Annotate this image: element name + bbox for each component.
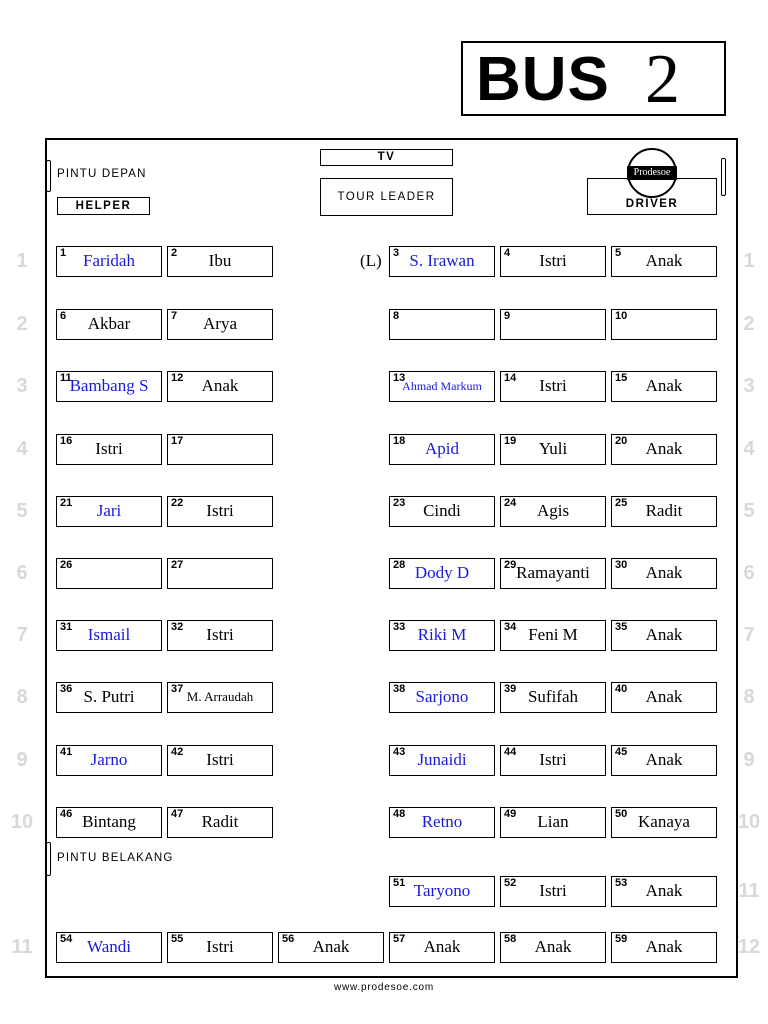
seat-number: 54 bbox=[60, 933, 73, 945]
seat-number: 39 bbox=[504, 683, 517, 695]
seat-51 bbox=[389, 876, 495, 907]
row-number-left: 2 bbox=[16, 313, 28, 335]
logo-text: Prodesoe bbox=[627, 166, 677, 180]
row-number-left: 9 bbox=[16, 749, 28, 771]
seat-number: 23 bbox=[393, 497, 406, 509]
seat-43 bbox=[389, 745, 495, 776]
seat-number: 55 bbox=[171, 933, 184, 945]
seat-number: 26 bbox=[60, 559, 73, 571]
passenger-name: Istri bbox=[206, 501, 234, 520]
seat-47 bbox=[167, 807, 273, 838]
helper-seat: HELPER bbox=[57, 197, 150, 215]
passenger-name: Istri bbox=[206, 937, 234, 956]
passenger-name: Bambang S bbox=[69, 376, 149, 395]
seat-number: 35 bbox=[615, 621, 628, 633]
passenger-name: Istri bbox=[539, 376, 567, 395]
passenger-name: Ramayanti bbox=[516, 563, 590, 582]
bus-title bbox=[461, 41, 726, 116]
seat-45 bbox=[611, 745, 717, 776]
passenger-name: Taryono bbox=[413, 881, 471, 900]
row-number-right: 2 bbox=[743, 313, 755, 335]
tour-leader-box: TOUR LEADER bbox=[320, 178, 453, 216]
seat-13 bbox=[389, 371, 495, 402]
seat-34 bbox=[500, 620, 606, 651]
seat-number: 58 bbox=[504, 933, 517, 945]
passenger-name: Dody D bbox=[414, 563, 470, 582]
seat-number: 21 bbox=[60, 497, 73, 509]
passenger-name: Anak bbox=[645, 881, 683, 900]
passenger-name: Apid bbox=[425, 439, 459, 458]
seat-33 bbox=[389, 620, 495, 651]
seat-26 bbox=[56, 558, 162, 589]
seat-49 bbox=[500, 807, 606, 838]
passenger-name: Agis bbox=[536, 501, 570, 520]
passenger-name: Yuli bbox=[538, 439, 568, 458]
seat-44 bbox=[500, 745, 606, 776]
seat-14 bbox=[500, 371, 606, 402]
seat-29 bbox=[500, 558, 606, 589]
front-door-marker bbox=[46, 160, 51, 192]
passenger-name: Bintang bbox=[82, 812, 136, 831]
row-number-left: 11 bbox=[11, 936, 33, 958]
passenger-name: Anak bbox=[645, 750, 683, 769]
seat-number: 17 bbox=[171, 435, 184, 447]
passenger-name: Anak bbox=[645, 937, 683, 956]
passenger-name: Sarjono bbox=[415, 687, 469, 706]
passenger-name: Radit bbox=[645, 501, 683, 520]
seat-number: 11 bbox=[60, 372, 72, 384]
seat-19 bbox=[500, 434, 606, 465]
seat-1 bbox=[56, 246, 162, 277]
passenger-name: Junaidi bbox=[417, 750, 467, 769]
passenger-name: Anak bbox=[423, 937, 461, 956]
passenger-name: Anak bbox=[645, 625, 683, 644]
seat-18 bbox=[389, 434, 495, 465]
seat-number: 59 bbox=[615, 933, 628, 945]
passenger-name: Ahmad Markum bbox=[402, 379, 482, 393]
seat-number: 42 bbox=[171, 746, 184, 758]
row-number-right: 3 bbox=[743, 375, 755, 397]
back-door-marker bbox=[46, 842, 51, 876]
seat-24 bbox=[500, 496, 606, 527]
seat-31 bbox=[56, 620, 162, 651]
passenger-name: Anak bbox=[534, 937, 572, 956]
seat-28 bbox=[389, 558, 495, 589]
seat-number: 44 bbox=[504, 746, 517, 758]
seat-50 bbox=[611, 807, 717, 838]
passenger-name: Wandi bbox=[87, 937, 131, 956]
row-number-right: 8 bbox=[743, 686, 755, 708]
front-door-label: PINTU DEPAN bbox=[57, 168, 147, 180]
passenger-name: Arya bbox=[203, 314, 237, 333]
seat-40 bbox=[611, 682, 717, 713]
seat-number: 1 bbox=[60, 247, 67, 259]
seat-53 bbox=[611, 876, 717, 907]
seat-number: 57 bbox=[393, 933, 406, 945]
seat-39 bbox=[500, 682, 606, 713]
seat-3 bbox=[389, 246, 495, 277]
seat-number: 25 bbox=[615, 497, 628, 509]
seat-number: 48 bbox=[393, 808, 406, 820]
seat-number: 34 bbox=[504, 621, 517, 633]
seat-number: 51 bbox=[393, 877, 406, 889]
passenger-name: Kanaya bbox=[638, 812, 690, 831]
seat-25 bbox=[611, 496, 717, 527]
seat-48 bbox=[389, 807, 495, 838]
bus-title-number: 2 bbox=[645, 41, 680, 118]
back-door-label: PINTU BELAKANG bbox=[57, 852, 174, 864]
seat-2 bbox=[167, 246, 273, 277]
seat-54 bbox=[56, 932, 162, 963]
passenger-name: Lian bbox=[537, 812, 569, 831]
seat-number: 53 bbox=[615, 877, 628, 889]
passenger-name: Istri bbox=[539, 881, 567, 900]
row-number-left: 7 bbox=[16, 624, 28, 646]
seat-37 bbox=[167, 682, 273, 713]
seat-38 bbox=[389, 682, 495, 713]
seat-9 bbox=[500, 309, 606, 340]
seat-8 bbox=[389, 309, 495, 340]
seat-number: 27 bbox=[171, 559, 184, 571]
seat-35 bbox=[611, 620, 717, 651]
seat-number: 8 bbox=[393, 310, 400, 322]
passenger-name: M. Arraudah bbox=[186, 689, 254, 704]
row-number-right: 4 bbox=[743, 438, 755, 460]
seat-number: 47 bbox=[171, 808, 184, 820]
seat-number: 9 bbox=[504, 310, 511, 322]
seat-55 bbox=[167, 932, 273, 963]
seat-number: 33 bbox=[393, 621, 406, 633]
seat-42 bbox=[167, 745, 273, 776]
row-number-right: 12 bbox=[737, 936, 761, 958]
tv-box: TV bbox=[320, 149, 453, 166]
seat-number: 13 bbox=[393, 372, 406, 384]
passenger-name: Jari bbox=[96, 501, 122, 520]
bus-title-word: BUS bbox=[476, 45, 610, 114]
row-number-right: 7 bbox=[743, 624, 755, 646]
row-number-right: 11 bbox=[738, 880, 760, 902]
seat-20 bbox=[611, 434, 717, 465]
seat-12 bbox=[167, 371, 273, 402]
passenger-name: Istri bbox=[206, 625, 234, 644]
seat-32 bbox=[167, 620, 273, 651]
seat-11 bbox=[56, 371, 162, 402]
passenger-name: Akbar bbox=[87, 314, 131, 333]
passenger-name: Feni M bbox=[528, 625, 578, 644]
seat-4 bbox=[500, 246, 606, 277]
passenger-name: Istri bbox=[539, 251, 567, 270]
seat-30 bbox=[611, 558, 717, 589]
seat-number: 43 bbox=[393, 746, 406, 758]
seat-17 bbox=[167, 434, 273, 465]
seat-6 bbox=[56, 309, 162, 340]
passenger-name: Faridah bbox=[83, 251, 135, 270]
passenger-name: Anak bbox=[201, 376, 239, 395]
seat-number: 4 bbox=[504, 247, 511, 259]
seat-number: 45 bbox=[615, 746, 628, 758]
seat-number: 52 bbox=[504, 877, 517, 889]
passenger-name: Cindi bbox=[423, 501, 461, 520]
seat-number: 49 bbox=[504, 808, 517, 820]
row-number-right: 1 bbox=[743, 250, 755, 272]
seat-23 bbox=[389, 496, 495, 527]
row-number-left: 10 bbox=[10, 811, 34, 833]
row-number-left: 4 bbox=[16, 438, 28, 460]
passenger-name: Ibu bbox=[208, 251, 232, 270]
row-number-left: 6 bbox=[16, 562, 28, 584]
seat-number: 18 bbox=[393, 435, 406, 447]
driver-seat: DRIVER bbox=[587, 178, 717, 215]
footer-url: www.prodesoe.com bbox=[333, 982, 435, 993]
row-number-left: 5 bbox=[16, 500, 28, 522]
seat-56 bbox=[278, 932, 384, 963]
passenger-name: S. Irawan bbox=[409, 251, 475, 270]
seat-number: 10 bbox=[615, 310, 628, 322]
passenger-name: Radit bbox=[201, 812, 239, 831]
seat-16 bbox=[56, 434, 162, 465]
row-number-right: 9 bbox=[743, 749, 755, 771]
seat-number: 20 bbox=[615, 435, 628, 447]
seat-number: 37 bbox=[171, 683, 184, 695]
seat-36 bbox=[56, 682, 162, 713]
passenger-name: Anak bbox=[645, 563, 683, 582]
seat-number: 28 bbox=[393, 559, 406, 571]
seat-number: 5 bbox=[615, 247, 622, 259]
seat-number: 36 bbox=[60, 683, 73, 695]
row-number-left: 1 bbox=[16, 250, 28, 272]
seat-number: 14 bbox=[504, 372, 517, 384]
seat-number: 24 bbox=[504, 497, 517, 509]
seat-number: 12 bbox=[171, 372, 184, 384]
seat-number: 50 bbox=[615, 808, 628, 820]
seat-7 bbox=[167, 309, 273, 340]
seat-number: 29 bbox=[504, 559, 517, 571]
seat-number: 56 bbox=[282, 933, 295, 945]
seat-59 bbox=[611, 932, 717, 963]
seat-10 bbox=[611, 309, 717, 340]
leader-mark: (L) bbox=[360, 251, 382, 270]
row-number-right: 6 bbox=[743, 562, 755, 584]
seat-number: 32 bbox=[171, 621, 184, 633]
passenger-name: Anak bbox=[645, 687, 683, 706]
passenger-name: Istri bbox=[95, 439, 123, 458]
seat-number: 2 bbox=[171, 247, 178, 259]
driver-door-marker bbox=[721, 158, 726, 196]
passenger-name: Istri bbox=[206, 750, 234, 769]
seat-number: 6 bbox=[60, 310, 67, 322]
seat-number: 46 bbox=[60, 808, 73, 820]
row-number-right: 10 bbox=[737, 811, 761, 833]
seat-15 bbox=[611, 371, 717, 402]
passenger-name: Istri bbox=[539, 750, 567, 769]
seat-22 bbox=[167, 496, 273, 527]
seat-number: 19 bbox=[504, 435, 517, 447]
seat-21 bbox=[56, 496, 162, 527]
passenger-name: Riki M bbox=[417, 625, 467, 644]
row-number-right: 5 bbox=[743, 500, 755, 522]
seat-number: 30 bbox=[615, 559, 628, 571]
seat-number: 38 bbox=[393, 683, 406, 695]
passenger-name: Anak bbox=[645, 439, 683, 458]
seat-52 bbox=[500, 876, 606, 907]
passenger-name: Sufifah bbox=[527, 687, 579, 706]
passenger-name: Ismail bbox=[87, 625, 131, 644]
passenger-name: Retno bbox=[421, 812, 463, 831]
passenger-name: Anak bbox=[645, 251, 683, 270]
seat-number: 3 bbox=[393, 247, 400, 259]
prodesoe-logo bbox=[627, 148, 677, 198]
seat-number: 15 bbox=[615, 372, 628, 384]
seat-27 bbox=[167, 558, 273, 589]
seat-number: 40 bbox=[615, 683, 628, 695]
seat-41 bbox=[56, 745, 162, 776]
seat-number: 22 bbox=[171, 497, 184, 509]
seat-number: 31 bbox=[60, 621, 73, 633]
seat-46 bbox=[56, 807, 162, 838]
seat-58 bbox=[500, 932, 606, 963]
passenger-name: S. Putri bbox=[83, 687, 135, 706]
passenger-name: Anak bbox=[645, 376, 683, 395]
seat-number: 7 bbox=[171, 310, 178, 322]
seat-number: 41 bbox=[60, 746, 73, 758]
row-number-left: 8 bbox=[16, 686, 28, 708]
passenger-name: Jarno bbox=[90, 750, 128, 769]
passenger-name: Anak bbox=[312, 937, 350, 956]
seat-57 bbox=[389, 932, 495, 963]
seat-5 bbox=[611, 246, 717, 277]
row-number-left: 3 bbox=[16, 375, 28, 397]
seat-number: 16 bbox=[60, 435, 73, 447]
